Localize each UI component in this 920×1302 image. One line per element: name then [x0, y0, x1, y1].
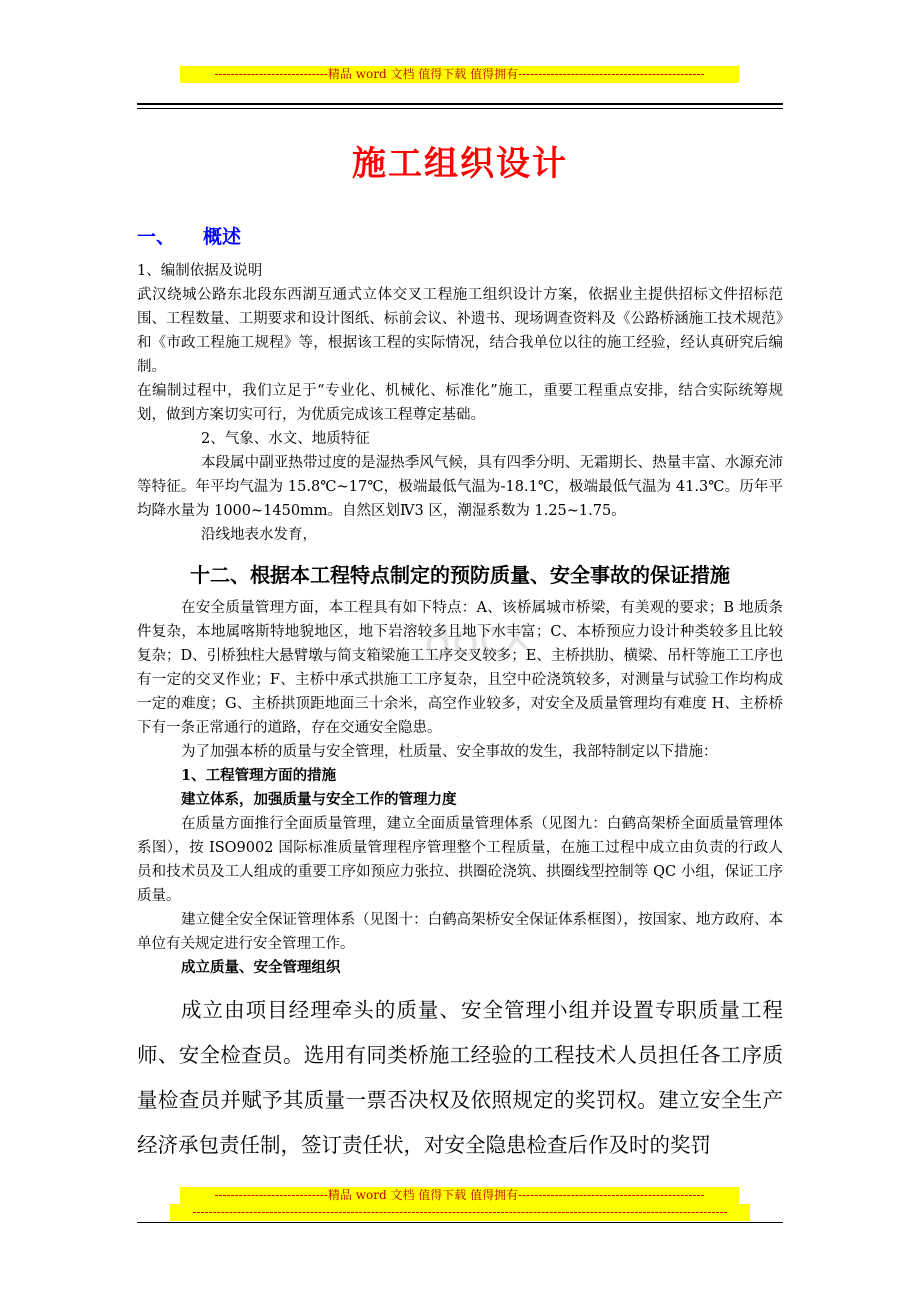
header-banner: ----------------------------精品 word 文档 值得下载 值得拥有---------------------------------------------- [180, 66, 739, 83]
sub2-paragraph-1: 本段属中副亚热带过度的是湿热季风气候，具有四季分明、无霜期长、热量丰富、水源充沛等特征。年平均气温为 15.8℃~17℃，极端最低气温为-18.1℃，极端最低气温为 41.3℃。历年平均降水量为 1000~1450mm。自然区划Ⅳ3 区，潮湿系数为 1.25~1.75。 [137, 455, 783, 519]
section1-number: 一、 [137, 226, 176, 248]
sub1-heading: 1、编制依据及说明 [137, 263, 263, 279]
sub2-paragraph-2: 沿线地表水发育， [201, 527, 317, 543]
page-title: 施工组织设计 [352, 144, 568, 184]
watermark: .docx [407, 608, 532, 673]
section12-paragraph-3: 在质量方面推行全面质量管理，建立全面质量管理体系（见图九：白鹤高架桥全面质量管理体系图），按 ISO9002 国际标准质量管理程序管理整个工程质量，在施工过程中成立由负责的行政人员和技术员及工人组成的重要工序如预应力张拉、拱圈砼浇筑、拱圈线型控制等 QC 小组，保证工序质量。 [137, 816, 783, 904]
sub1-paragraph-1: 武汉绕城公路东北段东西湖互通式立体交叉工程施工组织设计方案，依据业主提供招标文件招标范围、工程数量、工期要求和设计图纸、标前会议、补遗书、现场调查资料及《公路桥涵施工技术规范》和《市政工程施工规程》等，根据该工程的实际情况，结合我单位以往的施工经验，经认真研究后编制。 [137, 287, 783, 375]
section12-sub1-heading: 1、工程管理方面的措施 [181, 767, 337, 784]
section1-title: 概述 [203, 226, 242, 248]
section12-paragraph-1: 在安全质量管理方面，本工程具有如下特点：A、该桥属城市桥梁，有美观的要求；B 地质条件复杂，本地属喀斯特地貌地区，地下岩溶较多且地下水丰富；C、本桥预应力设计种类较多且比较复杂；D、引桥独柱大悬臂墩与简支箱梁施工工序交叉较多；E、主桥拱肋、横梁、吊杆等施工工序也有一定的交叉作业；F、主桥中承式拱施工工序复杂，且空中砼浇筑较多，对测量与试验工作均构成一定的难度；G、主桥拱顶距地面三十余米，高空作业较多，对安全及质量管理均有难度 H、主桥桥下有一条正常通行的道路，存在交通安全隐患。 [137, 600, 783, 736]
footer-banner-1: ----------------------------精品 word 文档 值得下载 值得拥有---------------------------------------------- [180, 1187, 739, 1204]
section12-sub1-subheading: 建立体系，加强质量与安全工作的管理力度 [181, 791, 457, 808]
footer-banner-2: ------------------------------------------------------------------------------------------------------------------------------------ [170, 1204, 750, 1221]
header-rule-thick [137, 103, 783, 105]
footer-rule [137, 1222, 783, 1223]
section12-sub2-heading: 成立质量、安全管理组织 [181, 959, 341, 976]
section12-paragraph-4: 建立健全安全保证管理体系（见图十：白鹤高架桥安全保证体系框图），按国家、地方政府、本单位有关规定进行安全管理工作。 [137, 912, 783, 952]
section12-paragraph-5: 成立由项目经理牵头的质量、安全管理小组并设置专职质量工程师、安全检查员。选用有同类桥施工经验的工程技术人员担任各工序质量检查员并赋予其质量一票否决权及依照规定的奖罚权。建立安全生产经济承包责任制，签订责任状，对安全隐患检查后作及时的奖罚 [137, 998, 783, 1157]
section1-heading [137, 222, 241, 249]
section12-paragraph-2: 为了加强本桥的质量与安全管理，杜质量、安全事故的发生，我部特制定以下措施： [181, 744, 718, 760]
sub1-paragraph-2: 在编制过程中，我们立足于“专业化、机械化、标准化”施工，重要工程重点安排，结合实际统筹规划，做到方案切实可行，为优质完成该工程尊定基础。 [137, 383, 783, 423]
sub2-heading: 2、气象、水文、地质特征 [201, 431, 370, 447]
header-rule-thin [137, 108, 783, 109]
section12-heading: 十二、根据本工程特点制定的预防质量、安全事故的保证措施 [190, 563, 730, 587]
